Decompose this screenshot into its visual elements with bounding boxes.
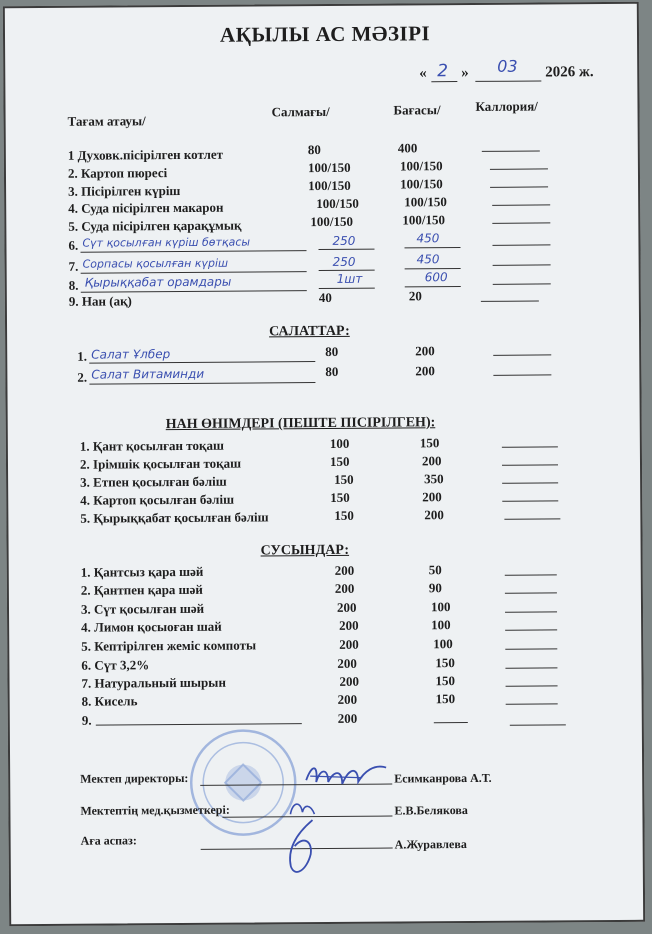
- dish-1-price: 400: [397, 140, 418, 156]
- bakery-5-price: 200: [424, 507, 444, 523]
- dish-5-name: 5. Суда пісірілген қарақұмық: [68, 217, 242, 234]
- drinks-heading: СУСЫНДАР:: [260, 542, 350, 559]
- drink-3-name: 3. Сүт қосылған шәй: [80, 600, 205, 617]
- date-month: 03: [497, 56, 518, 76]
- salad-2-price: 200: [415, 363, 435, 379]
- column-calories: Каллория/: [475, 98, 538, 114]
- dish-6-weight: 250: [332, 233, 356, 248]
- dish-8-weight: 1шт: [336, 271, 363, 286]
- dish-3-weight: 100/150: [308, 177, 351, 194]
- bakery-1-price: 150: [419, 435, 440, 451]
- drink-1-name: 1. Қантсыз қара шәй: [80, 563, 204, 580]
- dish-3-name: 3. Пісірілген күріш: [68, 182, 181, 199]
- bakery-5-name: 5. Қырыққабат қосылған бәліш: [80, 509, 269, 526]
- drink-4-name: 4. Лимон қосыоған шай: [81, 618, 222, 635]
- dish-9-name: 9. Нан (ақ): [68, 293, 132, 309]
- dish-9-price: 20: [408, 288, 422, 304]
- salad-1-weight: 80: [325, 343, 339, 359]
- column-weight: Салмағы/: [271, 103, 330, 120]
- dish-8-price: 600: [424, 270, 448, 285]
- dish-9-weight: 40: [318, 289, 332, 306]
- date-year: 2026 ж.: [545, 64, 594, 81]
- dish-1-weight: 80: [307, 142, 321, 158]
- bakery-4-price: 200: [422, 489, 442, 505]
- dish-6-number: 6.: [68, 237, 79, 253]
- drink-6-price: 150: [435, 655, 455, 671]
- dish-7-number: 7.: [68, 258, 79, 274]
- drink-5-name: 5. Кептірілген жеміс компоты: [81, 637, 257, 654]
- dish-5-weight: 100/150: [310, 213, 353, 230]
- salads-heading: САЛАТТАР:: [269, 323, 350, 340]
- director-name: Есимканрова А.Т.: [394, 770, 492, 786]
- drink-4-price: 100: [431, 617, 451, 633]
- bakery-4-weight: 150: [330, 489, 350, 505]
- dish-4-weight: 100/150: [316, 195, 359, 212]
- drink-2-weight: 200: [334, 580, 355, 596]
- dish-2-weight: 100/150: [307, 159, 351, 176]
- drink-7-name: 7. Натуральный шырын: [81, 674, 226, 691]
- bakery-2-weight: 150: [329, 453, 350, 469]
- dish-8-name: Қырыққабат орамдары: [84, 274, 232, 290]
- dish-4-name: 4. Суда пісірілген макарон: [68, 199, 224, 216]
- dish-2-name: 2. Картоп пюресі: [67, 165, 168, 181]
- bakery-1-weight: 100: [329, 435, 350, 451]
- salad-1-name: Салат Ұлбер: [91, 347, 171, 362]
- bakery-2-name: 2. Ірімшік қосылған тоқаш: [79, 455, 242, 472]
- director-role: Мектеп директоры:: [80, 770, 189, 786]
- salad-2-name: Салат Витаминди: [91, 366, 205, 382]
- dish-6-name: Сүт қосылған күріш бөтқасы: [82, 235, 251, 250]
- drink-3-weight: 200: [336, 599, 357, 615]
- drink-6-weight: 200: [337, 655, 357, 671]
- bakery-1-name: 1. Қант қосылған тоқаш: [79, 437, 225, 454]
- bakery-2-price: 200: [421, 453, 442, 469]
- menu-document: [3, 2, 645, 926]
- bakery-3-weight: 150: [334, 471, 354, 487]
- drink-3-price: 100: [430, 599, 451, 615]
- drink-4-weight: 200: [339, 617, 359, 633]
- dish-8-number: 8.: [68, 277, 79, 293]
- drink-6-name: 6. Сүт 3,2%: [81, 657, 150, 673]
- chef-signature: [276, 816, 326, 882]
- drink-8-weight: 200: [337, 691, 358, 707]
- drink-1-weight: 200: [334, 562, 355, 578]
- column-price: Бағасы/: [393, 102, 441, 118]
- dish-1-name: 1 Духовк.пісірілген котлет: [67, 146, 224, 163]
- date-day: 2: [437, 61, 449, 82]
- drink-2-name: 2. Қантпен қара шәй: [80, 581, 203, 598]
- bakery-4-name: 4. Картоп қосылған бәліш: [80, 491, 235, 508]
- chef-role: Аға аспаз:: [80, 833, 137, 848]
- drink-5-price: 100: [433, 636, 453, 652]
- drink-2-price: 90: [428, 580, 442, 596]
- dish-7-price: 450: [416, 252, 440, 267]
- nurse-role: Мектептің мед.қызметкері:: [80, 802, 230, 818]
- salad-2-number: 2.: [77, 369, 88, 385]
- bakery-3-price: 350: [424, 471, 444, 487]
- bakery-5-weight: 150: [334, 507, 354, 523]
- dish-6-price: 450: [416, 231, 440, 246]
- dish-7-weight: 250: [332, 254, 356, 269]
- dish-2-price: 100/150: [399, 158, 443, 174]
- drink-5-weight: 200: [339, 636, 359, 652]
- dish-7-name: Сорпасы қосылған күріш: [82, 256, 229, 271]
- chef-name: А.Журавлева: [394, 837, 467, 852]
- column-name: Тағам атауы/: [67, 113, 146, 129]
- dish-3-price: 100/150: [399, 176, 443, 192]
- drink-1-price: 50: [428, 562, 442, 578]
- drink-9-weight: 200: [337, 710, 358, 726]
- dish-5-price: 100/150: [402, 212, 445, 228]
- date-close-quote: »: [461, 64, 469, 82]
- nurse-name: Е.В.Белякова: [394, 803, 468, 818]
- director-signature: [302, 758, 394, 795]
- bakery-3-name: 3. Етпен қосылған бәліш: [80, 473, 227, 490]
- drink-8-price: 150: [435, 691, 456, 707]
- salad-2-weight: 80: [325, 363, 339, 379]
- salad-1-number: 1.: [77, 348, 88, 364]
- date-open-quote: «: [419, 65, 427, 82]
- drink-7-weight: 200: [339, 673, 360, 689]
- salad-1-price: 200: [415, 343, 435, 359]
- drink-7-price: 150: [435, 673, 456, 689]
- drink-9-name: 9.: [81, 712, 92, 728]
- drink-8-name: 8. Кисель: [81, 693, 138, 709]
- document-title: АҚЫЛЫ АС МӘЗІРІ: [219, 21, 431, 47]
- dish-4-price: 100/150: [404, 194, 447, 210]
- bakery-heading: НАН ӨНІМДЕРІ (ПЕШТЕ ПІСІРІЛГЕН):: [165, 415, 436, 433]
